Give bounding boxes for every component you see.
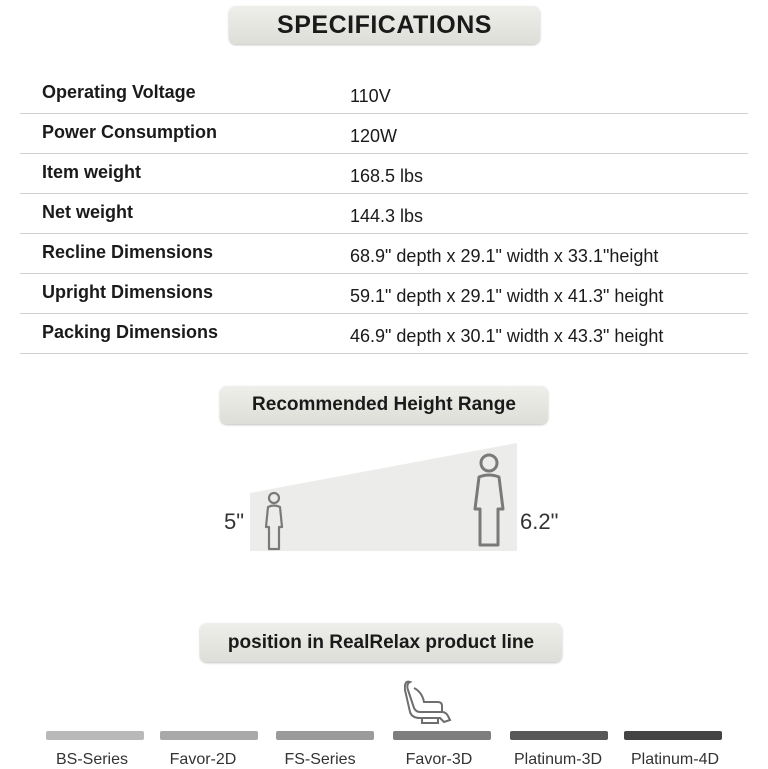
- recliner-chair-icon: [404, 678, 454, 724]
- person-icon: [472, 452, 506, 548]
- series-bar-platinum-3d: [510, 731, 608, 740]
- spec-label: Packing Dimensions: [42, 322, 219, 342]
- height-max-label: 6.2": [520, 509, 559, 534]
- spec-row-packing-dimensions: [20, 314, 748, 354]
- specifications-title: SPECIFICATIONS: [229, 6, 540, 44]
- series-label-platinum-4d: Platinum-4D: [630, 751, 720, 768]
- series-label-fs-series: FS-Series: [284, 751, 356, 768]
- series-label-favor-3d: Favor-3D: [405, 751, 473, 768]
- series-label-bs-series: BS-Series: [55, 751, 129, 768]
- spec-row-net-weight: [20, 194, 748, 234]
- specifications-table: [20, 74, 748, 354]
- series-label-platinum-3d: Platinum-3D: [513, 751, 603, 768]
- spec-row-operating-voltage: [20, 74, 748, 114]
- series-label-favor-2d: Favor-2D: [169, 751, 237, 768]
- height-range-title: Recommended Height Range: [220, 386, 548, 424]
- spec-value: 110V: [350, 86, 391, 106]
- spec-value: 68.9" depth x 29.1" width x 33.1"height: [350, 246, 659, 266]
- spec-label: Item weight: [42, 162, 142, 182]
- spec-row-item-weight: [20, 154, 748, 194]
- spec-label: Recline Dimensions: [42, 242, 214, 262]
- spec-value: 59.1" depth x 29.1" width x 41.3" height: [350, 286, 664, 306]
- height-min-label: 5": [224, 509, 245, 534]
- spec-row-upright-dimensions: [20, 274, 748, 314]
- spec-label: Upright Dimensions: [42, 282, 214, 302]
- product-line-title: position in RealRelax product line: [200, 623, 562, 662]
- spec-value: 46.9" depth x 30.1" width x 43.3" height: [350, 326, 664, 346]
- spec-row-power-consumption: [20, 114, 748, 154]
- series-bar-platinum-4d: [624, 731, 722, 740]
- series-bar-favor-2d: [160, 731, 258, 740]
- spec-value: 120W: [350, 126, 398, 146]
- series-bar-bs-series: [46, 731, 144, 740]
- spec-value: 168.5 lbs: [350, 166, 424, 186]
- spec-label: Net weight: [42, 202, 134, 222]
- person-icon: [263, 491, 285, 551]
- series-bar-fs-series: [276, 731, 374, 740]
- spec-row-recline-dimensions: [20, 234, 748, 274]
- series-bar-favor-3d: [393, 731, 491, 740]
- spec-value: 144.3 lbs: [350, 206, 424, 226]
- spec-label: Operating Voltage: [42, 82, 196, 102]
- spec-label: Power Consumption: [42, 122, 217, 142]
